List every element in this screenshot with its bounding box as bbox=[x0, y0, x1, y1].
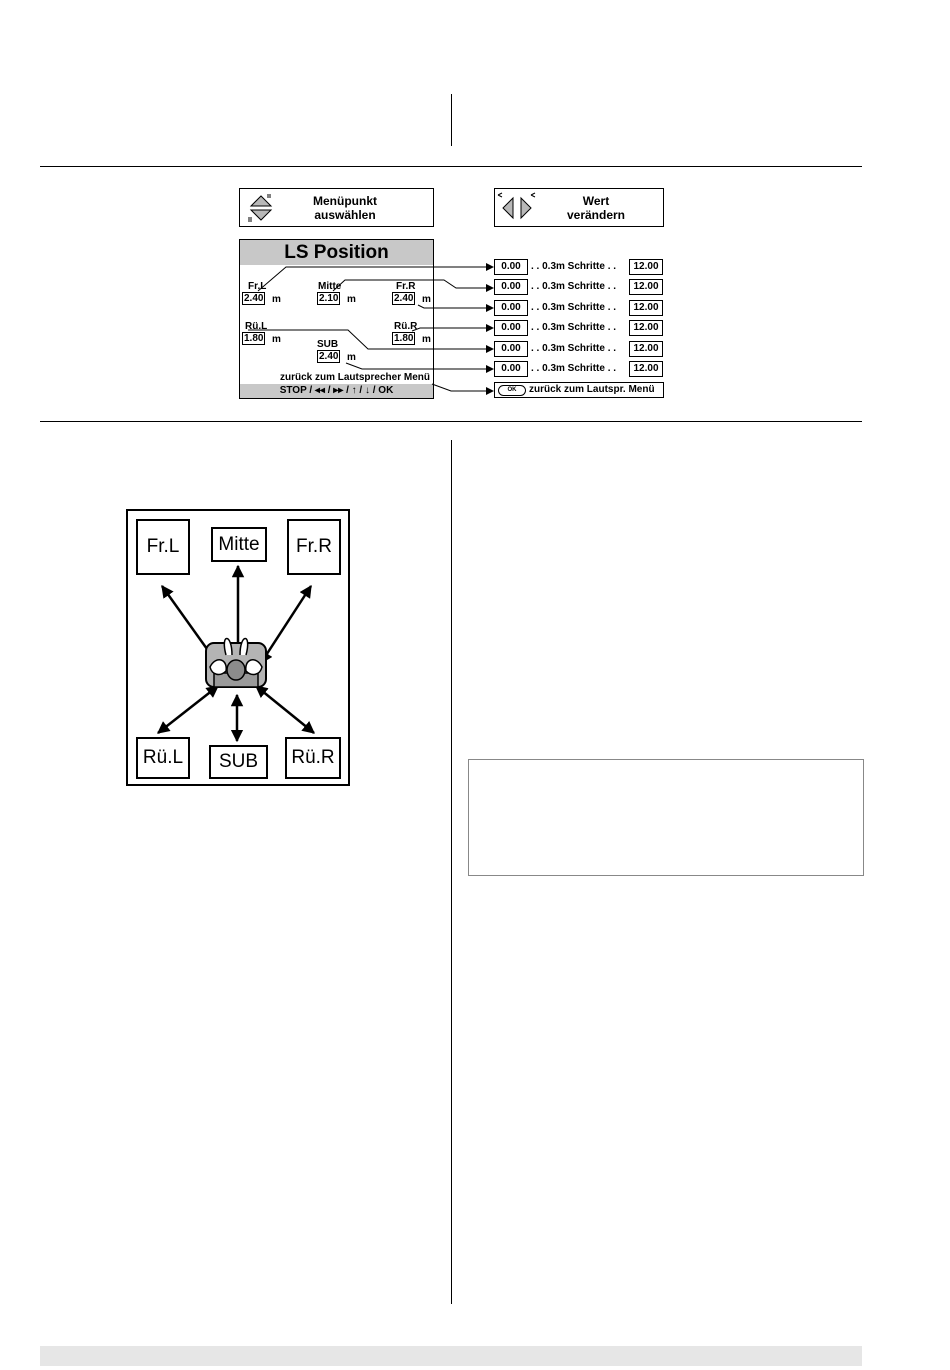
front-right-value[interactable]: 2.40 bbox=[394, 293, 414, 304]
page-footer-bar bbox=[40, 1346, 862, 1366]
speaker-center-box: Mitte bbox=[211, 527, 267, 562]
rear-left-value[interactable]: 1.80 bbox=[244, 333, 264, 344]
rear-right-unit: m bbox=[422, 334, 431, 345]
screen-title: LS Position bbox=[240, 240, 433, 265]
range-max-5: 12.00 bbox=[629, 341, 663, 357]
back-to-speaker-menu-link[interactable]: zurück zum Lautsprecher Menü bbox=[279, 372, 430, 383]
front-left-unit: m bbox=[272, 294, 281, 305]
range-max-3: 12.00 bbox=[629, 300, 663, 316]
ok-button-icon: OK bbox=[498, 385, 526, 396]
range-step-4: . . 0.3m Schritte . . bbox=[531, 322, 617, 333]
range-min-3: 0.00 bbox=[494, 300, 528, 316]
ok-hint-text: zurück zum Lautspr. Menü bbox=[529, 384, 655, 395]
rear-left-unit: m bbox=[272, 334, 281, 345]
change-hint-line1: Wert bbox=[582, 194, 610, 208]
rear-left-label: Rü.L bbox=[245, 321, 268, 332]
range-step-6: . . 0.3m Schritte . . bbox=[531, 363, 617, 374]
range-step-3: . . 0.3m Schritte . . bbox=[531, 302, 617, 313]
range-max-6: 12.00 bbox=[629, 361, 663, 377]
note-box bbox=[468, 759, 864, 876]
range-max-1: 12.00 bbox=[629, 259, 663, 275]
range-min-2: 0.00 bbox=[494, 279, 528, 295]
range-min-4: 0.00 bbox=[494, 320, 528, 336]
leader-lines bbox=[0, 0, 950, 420]
range-step-1: . . 0.3m Schritte . . bbox=[531, 261, 617, 272]
range-max-4: 12.00 bbox=[629, 320, 663, 336]
front-right-label: Fr.R bbox=[396, 281, 416, 292]
listener-chair-icon bbox=[200, 629, 272, 691]
front-left-value[interactable]: 2.40 bbox=[244, 293, 264, 304]
speaker-front-right-box: Fr.R bbox=[287, 519, 341, 575]
range-min-6: 0.00 bbox=[494, 361, 528, 377]
speaker-rear-left-box: Rü.L bbox=[136, 737, 190, 779]
center-value[interactable]: 2.10 bbox=[319, 293, 339, 304]
range-min-1: 0.00 bbox=[494, 259, 528, 275]
range-step-5: . . 0.3m Schritte . . bbox=[531, 343, 617, 354]
speaker-rear-right-box: Rü.R bbox=[285, 737, 341, 779]
range-step-2: . . 0.3m Schritte . . bbox=[531, 281, 617, 292]
rear-right-value[interactable]: 1.80 bbox=[394, 333, 414, 344]
front-right-unit: m bbox=[422, 294, 431, 305]
center-label: Mitte bbox=[318, 281, 342, 292]
speaker-sub-box: SUB bbox=[209, 745, 268, 779]
change-hint-line2: verändern bbox=[566, 208, 626, 222]
sub-unit: m bbox=[347, 352, 356, 363]
select-hint-line2: auswählen bbox=[314, 208, 376, 222]
front-left-label: Fr.L bbox=[248, 281, 267, 292]
center-unit: m bbox=[347, 294, 356, 305]
sub-value[interactable]: 2.40 bbox=[319, 351, 339, 362]
speaker-front-left-box: Fr.L bbox=[136, 519, 190, 575]
range-min-5: 0.00 bbox=[494, 341, 528, 357]
sub-label: SUB bbox=[317, 339, 339, 350]
speaker-layout-diagram bbox=[126, 509, 350, 786]
screen-footer: STOP / ◂◂ / ▸▸ / ↑ / ↓ / OK bbox=[240, 384, 433, 398]
select-hint-line1: Menüpunkt bbox=[313, 194, 377, 208]
column-divider bbox=[451, 440, 452, 1304]
rear-right-label: Rü.R bbox=[394, 321, 418, 332]
range-max-2: 12.00 bbox=[629, 279, 663, 295]
lower-rule bbox=[40, 421, 862, 422]
